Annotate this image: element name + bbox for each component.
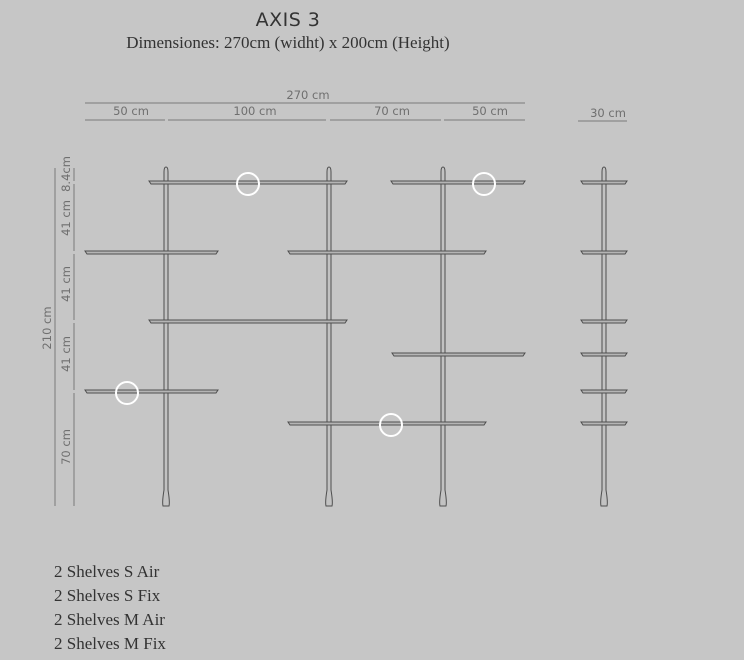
parts-list-item: 2 Shelves S Fix xyxy=(54,586,161,605)
shelf xyxy=(288,251,486,254)
side-shelf xyxy=(581,181,627,184)
width-segment-2: 100 cm xyxy=(233,104,277,118)
shelf xyxy=(392,353,525,356)
shelf xyxy=(149,320,347,323)
pole-1 xyxy=(163,167,170,506)
total-width-label: 270 cm xyxy=(286,88,330,102)
side-shelf xyxy=(581,422,627,425)
parts-list xyxy=(54,560,166,656)
dimensions-subtitle: Dimensiones: 270cm (widht) x 200cm (Height) xyxy=(126,33,450,52)
width-dimensions xyxy=(85,103,627,121)
pole-side xyxy=(601,167,608,506)
shelf xyxy=(391,181,525,184)
poles xyxy=(163,167,608,506)
side-shelf xyxy=(581,390,627,393)
shelf xyxy=(149,181,347,184)
parts-list-item: 2 Shelves M Air xyxy=(54,610,165,629)
parts-list-item: 2 Shelves S Air xyxy=(54,562,160,581)
pole-2 xyxy=(326,167,333,506)
height-segment-1: 8.4cm xyxy=(59,156,73,192)
total-height-label: 210 cm xyxy=(40,306,54,350)
side-shelf xyxy=(581,353,627,356)
width-segment-3: 70 cm xyxy=(374,104,410,118)
height-segment-3: 41 cm xyxy=(59,266,73,302)
page-title: AXIS 3 xyxy=(255,9,321,31)
shelf xyxy=(85,251,218,254)
side-shelf xyxy=(581,320,627,323)
depth-label: 30 cm xyxy=(590,106,626,120)
side-shelf xyxy=(581,251,627,254)
height-segment-5: 70 cm xyxy=(59,429,73,465)
width-segment-4: 50 cm xyxy=(472,104,508,118)
width-segment-1: 50 cm xyxy=(113,104,149,118)
parts-list-item: 2 Shelves M Fix xyxy=(54,634,166,653)
markers xyxy=(116,173,495,436)
shelves xyxy=(85,181,525,425)
pole-3 xyxy=(440,167,447,506)
shelf xyxy=(85,390,218,393)
height-segment-4: 41 cm xyxy=(59,336,73,372)
height-segment-2: 41 cm xyxy=(59,200,73,236)
shelf xyxy=(288,422,486,425)
